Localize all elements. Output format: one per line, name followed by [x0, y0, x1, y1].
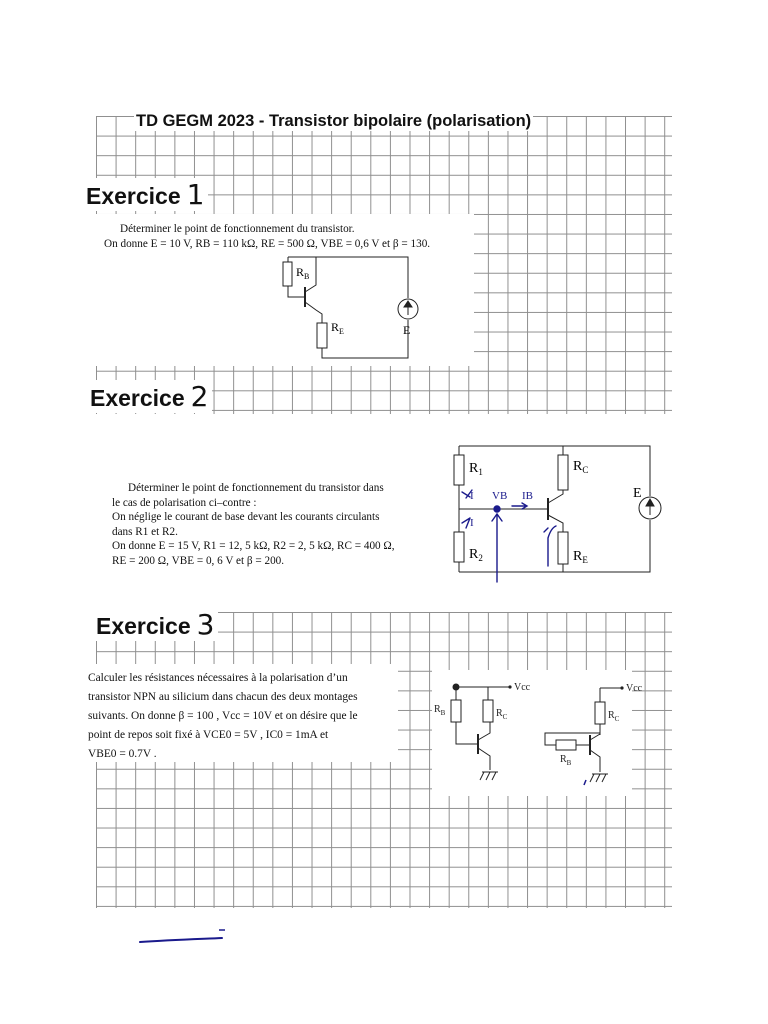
- exercise-3-label-rb-b: $R_B$: [560, 754, 572, 767]
- exercise-1-number: 1: [186, 178, 205, 211]
- exercise-3-label-vcc-a: Vcc: [514, 682, 531, 693]
- exercise-2-line-2: le cas de polarisation ci–contre :: [112, 496, 257, 509]
- exercise-2-line-3: On néglige le courant de base devant les courants circulants: [112, 511, 380, 523]
- exercise-2-label: Exercice: [90, 385, 185, 411]
- exercise-1-label: Exercice: [86, 183, 181, 209]
- exercise-3-label-rb-a: $R_B$: [434, 704, 446, 717]
- exercise-3-label: Exercice: [96, 613, 191, 639]
- exercise-3-label-rc-a: $R_C$: [496, 708, 508, 721]
- exercise-1-label-e: E: [403, 323, 411, 337]
- exercise-2-annotation-vb: VB: [492, 490, 508, 502]
- exercise-2-line-4: dans R1 et R2.: [112, 525, 178, 538]
- exercise-1-label-rb: $R_B$: [296, 265, 310, 281]
- exercise-2-number: 2: [190, 380, 209, 413]
- exercise-3-line-1: Calculer les résistances nécessaires à la polarisation d’un: [88, 672, 348, 684]
- exercise-3-number: 3: [196, 608, 215, 641]
- exercise-2-annotation-i-bottom: I: [470, 517, 474, 529]
- exercise-3-label-vcc-b: Vcc: [626, 683, 643, 694]
- exercise-2-label-r1: $R_1$: [469, 461, 483, 477]
- exercise-2-line-5: On donne E = 15 V, R1 = 12, 5 kΩ, R2 = 2, 5 kΩ, RC = 400 Ω,: [112, 540, 395, 552]
- exercise-3-line-4: point de repos soit fixé à VCE0 = 5V , IC0 = 1mA et: [88, 729, 329, 741]
- exercise-2-line-1: Déterminer le point de fonctionnement du transistor dans: [128, 482, 384, 494]
- exercise-2-label-re: $R_E$: [573, 549, 588, 565]
- exercise-2-label-r2: $R_2$: [469, 547, 483, 563]
- exercise-1-line-2: On donne E = 10 V, RB = 110 kΩ, RE = 500 Ω, VBE = 0,6 V et β = 130.: [104, 237, 431, 250]
- exercise-1-line-1: Déterminer le point de fonctionnement du transistor.: [120, 223, 355, 235]
- exercise-2-label-rc: $R_C$: [573, 459, 589, 475]
- exercise-2-annotation-i-top: I: [470, 490, 474, 502]
- exercise-2-label-e: E: [633, 486, 642, 501]
- exercise-3-line-5: VBE0 = 0.7V .: [88, 748, 157, 760]
- exercise-3-line-3: suivants. On donne β = 100 , Vcc = 10V et on désire que le: [88, 710, 358, 722]
- exercise-3-label-rc-b: $R_C$: [608, 710, 620, 723]
- exercise-3-line-2: transistor NPN au silicium dans chacun des deux montages: [88, 691, 358, 703]
- exercise-1-label-re: $R_E$: [331, 320, 344, 336]
- exercise-2-line-6: RE = 200 Ω, VBE = 0, 6 V et β = 200.: [112, 554, 285, 567]
- page-title: TD GEGM 2023 - Transistor bipolaire (polarisation): [136, 112, 532, 130]
- exercise-2-annotation-ib: IB: [522, 490, 533, 502]
